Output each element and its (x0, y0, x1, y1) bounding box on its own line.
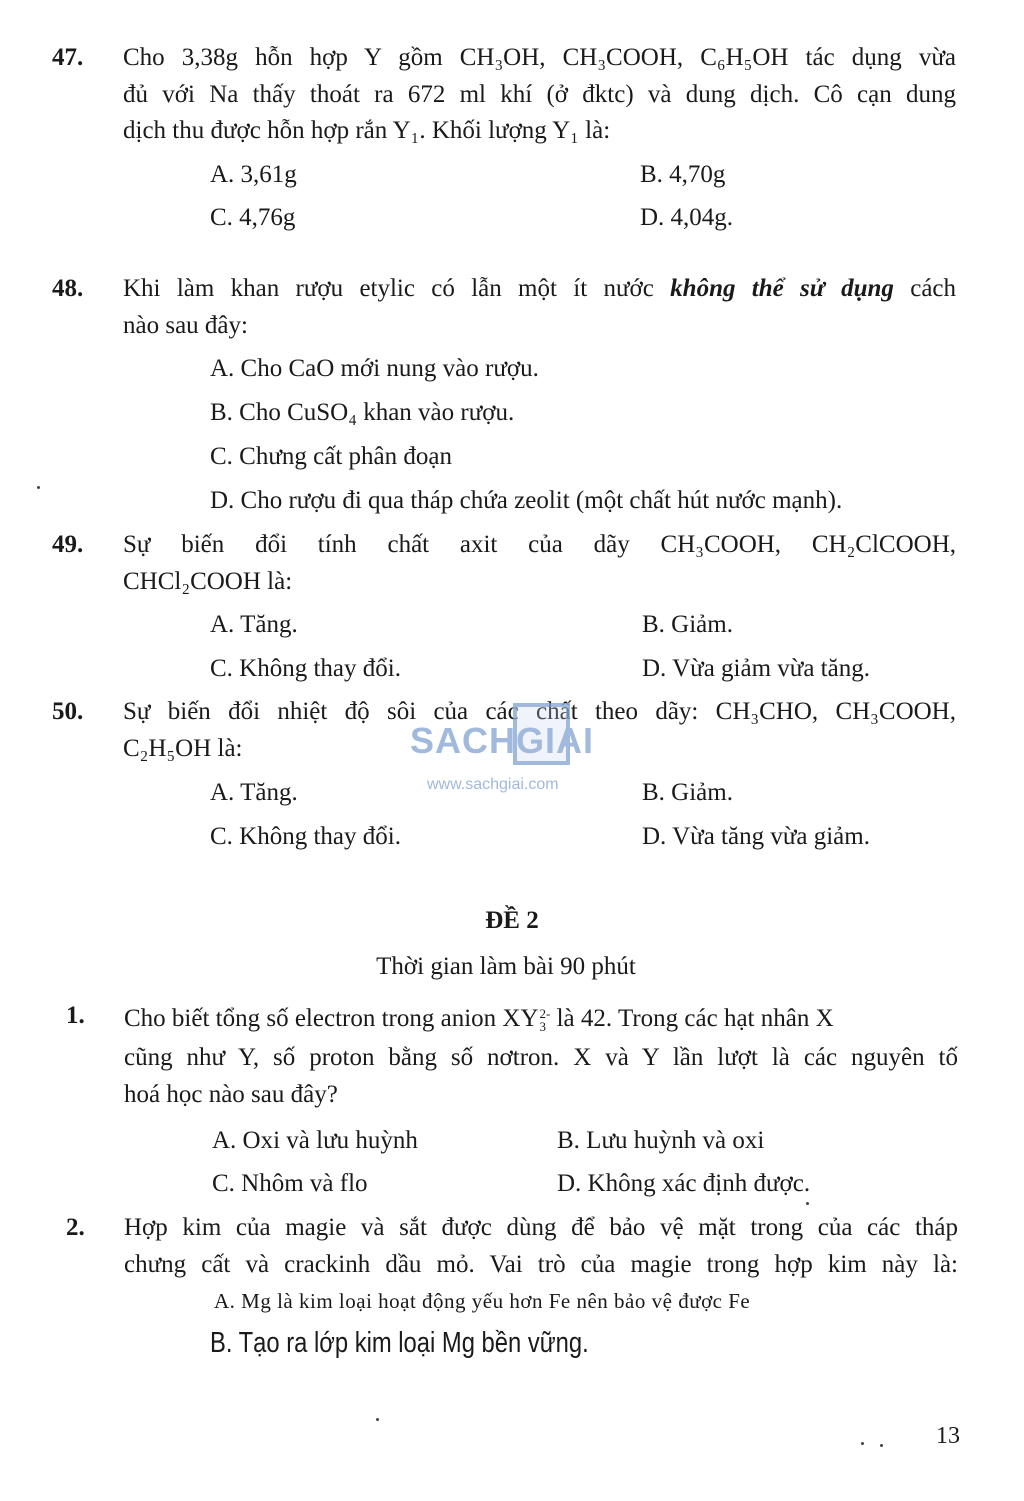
option-b: B. Tạo ra lớp kim loại Mg bền vững. (210, 1327, 589, 1359)
option-a: A. Oxi và lưu huỳnh (212, 1127, 418, 1154)
emphasis-text: không thể sử dụng (670, 275, 894, 302)
question-text (124, 1210, 958, 1283)
scan-speck (880, 1444, 883, 1447)
option-c: C. Nhôm và flo (212, 1170, 368, 1197)
option-b: B. Cho CuSO₄ khan vào rượu. (210, 399, 515, 426)
option-b: B. 4,70g (640, 161, 726, 188)
option-d: D. 4,04g. (640, 204, 734, 231)
option-c: C. Chưng cất phân đoạn (210, 443, 452, 470)
question-text-part: Cho biết tổng số electron trong anion XY (124, 1005, 539, 1032)
option-a: A. Mg là kim loại hoạt động yếu hơn Fe nên bảo vệ được Fe (214, 1289, 751, 1313)
watermark-logo (410, 703, 615, 798)
question-line: Sự biến đổi nhiệt độ sôi của các chất theo dãy: CH₃CHO, CH₃COOH, (123, 698, 956, 725)
option-b: B. Giảm. (642, 611, 733, 638)
section-subtitle: Thời gian làm bài 90 phút (376, 953, 636, 980)
option-d: D. Không xác định được. (557, 1170, 811, 1197)
option-a: A. 3,61g (210, 161, 297, 188)
option-b: B. Lưu huỳnh và oxi (557, 1127, 765, 1154)
question-text (123, 527, 956, 600)
option-b: B. Giảm. (642, 779, 733, 806)
scan-speck (376, 1418, 379, 1421)
option-d: D. Cho rượu đi qua tháp chứa zeolit (một chất hút nước mạnh). (210, 487, 843, 514)
option-d: D. Vừa giảm vừa tăng. (642, 655, 870, 682)
question-number: 47. (52, 44, 84, 71)
question-text (123, 40, 956, 150)
option-a: A. Tăng. (210, 779, 298, 806)
question-line: CHCl₂COOH là: (123, 567, 293, 595)
question-line: dịch thu được hỗn hợp rắn Y₁. Khối lượng Y₁ là: (123, 117, 611, 144)
option-d: D. Vừa tăng vừa giảm. (642, 823, 870, 850)
question-text-part: cách (910, 275, 957, 302)
question-line: Sự biến đổi tính chất axit của dãy CH₃COOH, CH₂ClCOOH, (123, 531, 956, 558)
watermark-url: www.sachgiai.com (427, 776, 559, 793)
question-line: đủ với Na thấy thoát ra 672 ml khí (ở đktc) và dung dịch. Cô cạn dung (123, 80, 956, 108)
scan-speck (806, 1202, 809, 1205)
ion-subscript: 3 (539, 1019, 547, 1035)
question-line (124, 998, 958, 1040)
question-number: 48. (52, 275, 84, 302)
question-line: C₂H₅OH là: (123, 734, 243, 762)
question-line (123, 271, 956, 308)
question-text-part: là 42. Trong các hạt nhân X (550, 1005, 834, 1032)
option-c: C. Không thay đổi. (210, 655, 401, 682)
question-number: 49. (52, 531, 84, 558)
watermark-brand: SACHGIAI (410, 720, 595, 761)
option-a: A. Cho CaO mới nung vào rượu. (210, 355, 539, 382)
section-title: ĐỀ 2 (485, 907, 539, 934)
question-text (124, 998, 958, 1113)
question-line: nào sau đây: (123, 311, 248, 339)
question-text-part: Khi làm khan rượu etylic có lẫn một ít nước (123, 275, 654, 302)
question-line: Hợp kim của magie và sắt được dùng để bảo vệ mặt trong của các tháp (124, 1214, 958, 1241)
option-c: C. Không thay đổi. (210, 823, 401, 850)
question-line: chưng cất và crackinh dầu mỏ. Vai trò của magie trong hợp kim này là: (124, 1250, 958, 1278)
ion-superscript: 2- (539, 1006, 551, 1022)
question-number: 2. (66, 1214, 85, 1241)
question-line: Cho 3,38g hỗn hợp Y gồm CH₃OH, CH₃COOH, C₆H₅OH tác dụng vừa (123, 44, 956, 71)
question-line: cũng như Y, số proton bằng số nơtron. X và Y lần lượt là các nguyên tố (124, 1044, 958, 1071)
ion-charge (540, 1007, 551, 1033)
question-number: 1. (66, 1002, 85, 1029)
scan-speck (37, 486, 40, 489)
page-number: 13 (936, 1423, 960, 1449)
scan-speck (861, 1442, 864, 1445)
option-a: A. Tăng. (210, 611, 298, 638)
question-number: 50. (52, 698, 84, 725)
question-line: hoá học nào sau đây? (124, 1080, 338, 1108)
question-text (123, 271, 956, 344)
option-c: C. 4,76g (210, 204, 296, 231)
